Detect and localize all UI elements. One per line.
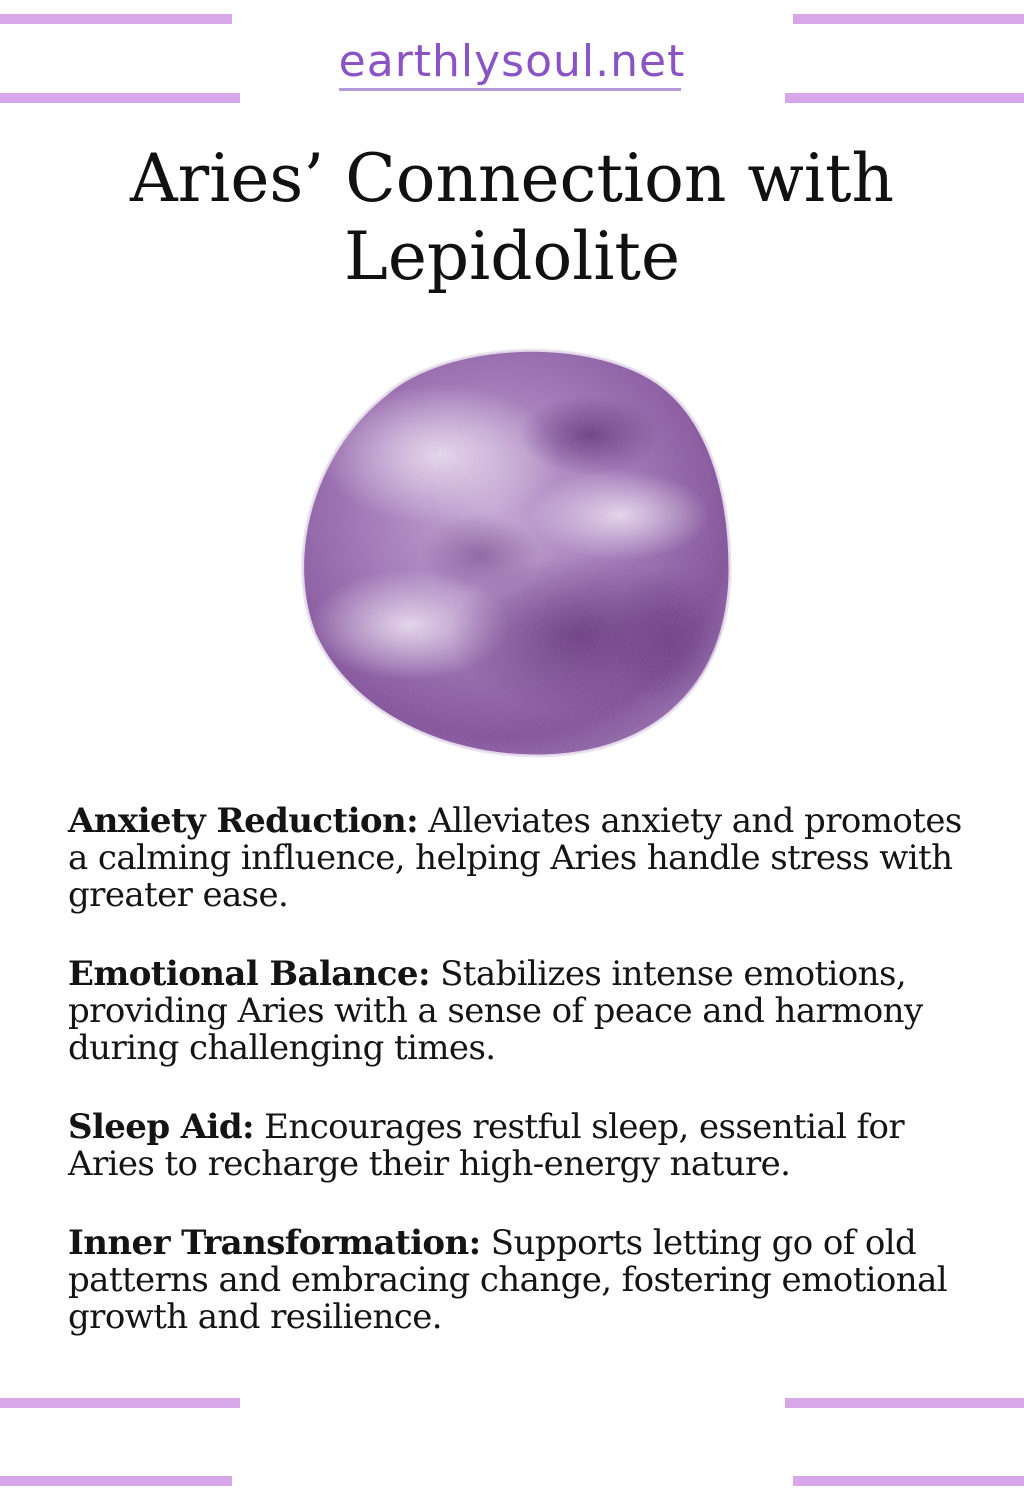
decorative-bar-bottom-left-1	[0, 1398, 240, 1408]
benefit-text: Alleviates anxiety and promotes a calming influence, helping Aries handle stress with greater ease.	[68, 801, 962, 915]
benefit-emotional-balance	[68, 956, 968, 1067]
page-title	[60, 140, 964, 296]
site-logo[interactable]	[0, 36, 1024, 91]
stone-illustration	[290, 335, 740, 765]
benefit-text: Supports letting go of old patterns and embracing change, fostering emotional growth and resilience.	[68, 1223, 948, 1337]
benefit-label: Sleep Aid:	[68, 1107, 254, 1147]
benefit-inner-transformation	[68, 1225, 968, 1336]
lepidolite-stone-image	[290, 335, 740, 765]
logo-underline	[339, 88, 682, 91]
title-line-2: Lepidolite	[343, 218, 681, 295]
benefit-label: Emotional Balance:	[68, 954, 430, 994]
decorative-bar-bottom-left-2	[0, 1476, 232, 1486]
benefit-text: Stabilizes intense emotions, providing Aries with a sense of peace and harmony during challenging times.	[68, 954, 923, 1068]
benefit-label: Inner Transformation:	[68, 1223, 481, 1263]
benefit-text: Encourages restful sleep, essential for Aries to recharge their high-energy nature.	[68, 1107, 904, 1184]
decorative-bar-top-left-2	[0, 93, 240, 103]
decorative-bar-top-right-2	[785, 93, 1024, 103]
decorative-bar-bottom-right-2	[793, 1476, 1024, 1486]
decorative-bar-bottom-right-1	[785, 1398, 1024, 1408]
decorative-bar-top-right-1	[793, 14, 1024, 24]
benefit-anxiety-reduction	[68, 803, 968, 914]
logo-text: earthlysoul.net	[338, 36, 686, 87]
benefit-sleep-aid	[68, 1109, 968, 1183]
decorative-bar-top-left-1	[0, 14, 232, 24]
title-line-1: Aries’ Connection with	[130, 140, 894, 217]
benefit-label: Anxiety Reduction:	[68, 801, 419, 841]
benefits-list	[68, 803, 968, 1378]
